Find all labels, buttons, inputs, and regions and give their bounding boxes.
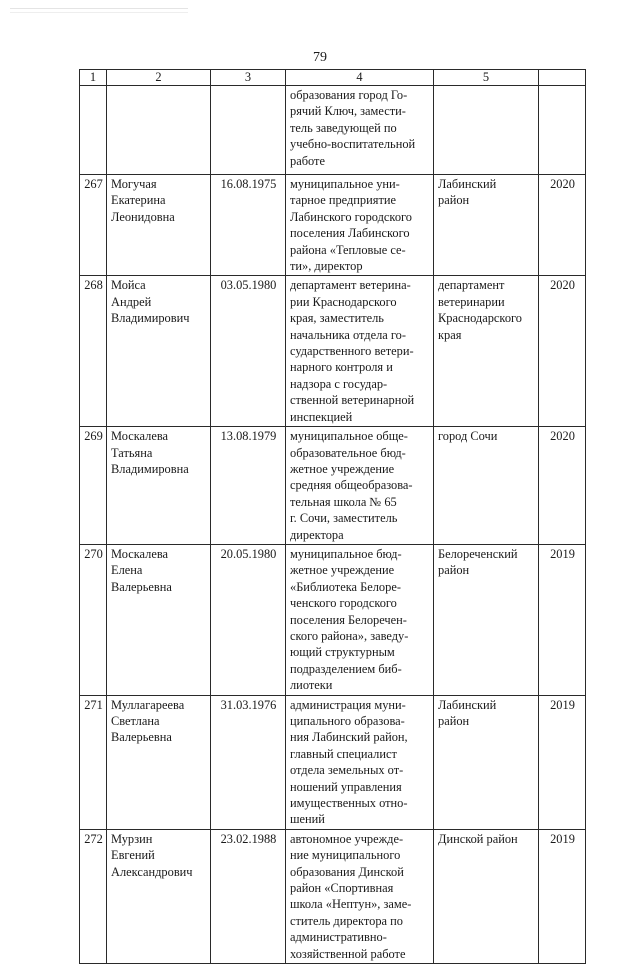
person-name: Москалева Татьяна Владимировна xyxy=(107,427,211,545)
header-row xyxy=(80,70,586,86)
table-row xyxy=(80,276,586,427)
organization-position: департамент ветерина- рии Краснодарского края, заместитель начальника отдела го- сударственного ветери- нарного контроля и надзора с государ- ственной ветеринарной инспекцией xyxy=(286,276,434,427)
year: 2020 xyxy=(539,276,586,427)
birth-date: 20.05.1980 xyxy=(211,544,286,695)
person-name: Могучая Екатерина Леонидовна xyxy=(107,175,211,276)
header-col-5: 5 xyxy=(434,70,539,86)
region: Лабинский район xyxy=(434,175,539,276)
row-number: 267 xyxy=(80,175,107,276)
birth-date: 13.08.1979 xyxy=(211,427,286,545)
region: Белореченский район xyxy=(434,544,539,695)
year: 2020 xyxy=(539,175,586,276)
person-name: Москалева Елена Валерьевна xyxy=(107,544,211,695)
row-number xyxy=(80,86,107,175)
birth-date: 23.02.1988 xyxy=(211,829,286,963)
organization-position: муниципальное обще- образовательное бюд- жетное учреждение средняя общеобразова- тельная школа № 65 г. Сочи, заместитель директора xyxy=(286,427,434,545)
organization-position: муниципальное уни- тарное предприятие Лабинского городского поселения Лабинского района «Тепловые се- ти», директор xyxy=(286,175,434,276)
organization-position: образования город Го- рячий Ключ, замести- тель заведующей по учебно-воспитательной работе xyxy=(286,86,434,175)
person-name: Муллагареева Светлана Валерьевна xyxy=(107,695,211,829)
header-col-6 xyxy=(539,70,586,86)
table-row xyxy=(80,427,586,545)
birth-date xyxy=(211,86,286,175)
scan-edge-mark xyxy=(10,8,188,13)
birth-date: 03.05.1980 xyxy=(211,276,286,427)
row-number: 268 xyxy=(80,276,107,427)
birth-date: 16.08.1975 xyxy=(211,175,286,276)
table-row xyxy=(80,544,586,695)
year: 2019 xyxy=(539,544,586,695)
birth-date: 31.03.1976 xyxy=(211,695,286,829)
organization-position: администрация муни- ципального образова- ния Лабинский район, главный специалист отдела земельных от- ношений управления имущественных отно- шений xyxy=(286,695,434,829)
organization-position: муниципальное бюд- жетное учреждение «Библиотека Белоре- ченского городского поселения Белоречен- ского района», заведу- ющий структурным подразделением биб- лиотеки xyxy=(286,544,434,695)
row-number: 272 xyxy=(80,829,107,963)
header-col-1: 1 xyxy=(80,70,107,86)
region xyxy=(434,86,539,175)
organization-position: автономное учрежде- ние муниципального образования Динской район «Спортивная школа «Нептун», заме- ститель директора по административно- хозяйственной работе xyxy=(286,829,434,963)
year xyxy=(539,86,586,175)
header-col-4: 4 xyxy=(286,70,434,86)
row-number: 271 xyxy=(80,695,107,829)
row-number: 270 xyxy=(80,544,107,695)
header-col-3: 3 xyxy=(211,70,286,86)
region: город Сочи xyxy=(434,427,539,545)
region: Динской район xyxy=(434,829,539,963)
person-name: Мурзин Евгений Александрович xyxy=(107,829,211,963)
person-name xyxy=(107,86,211,175)
region: Лабинский район xyxy=(434,695,539,829)
region: департамент ветеринарии Краснодарского края xyxy=(434,276,539,427)
table-row xyxy=(80,695,586,829)
year: 2019 xyxy=(539,829,586,963)
registry-table xyxy=(79,69,586,964)
person-name: Мойса Андрей Владимирович xyxy=(107,276,211,427)
table-row xyxy=(80,175,586,276)
table-row xyxy=(80,86,586,175)
page-number: 79 xyxy=(313,50,327,65)
row-number: 269 xyxy=(80,427,107,545)
header-col-2: 2 xyxy=(107,70,211,86)
table-row xyxy=(80,829,586,963)
year: 2020 xyxy=(539,427,586,545)
year: 2019 xyxy=(539,695,586,829)
